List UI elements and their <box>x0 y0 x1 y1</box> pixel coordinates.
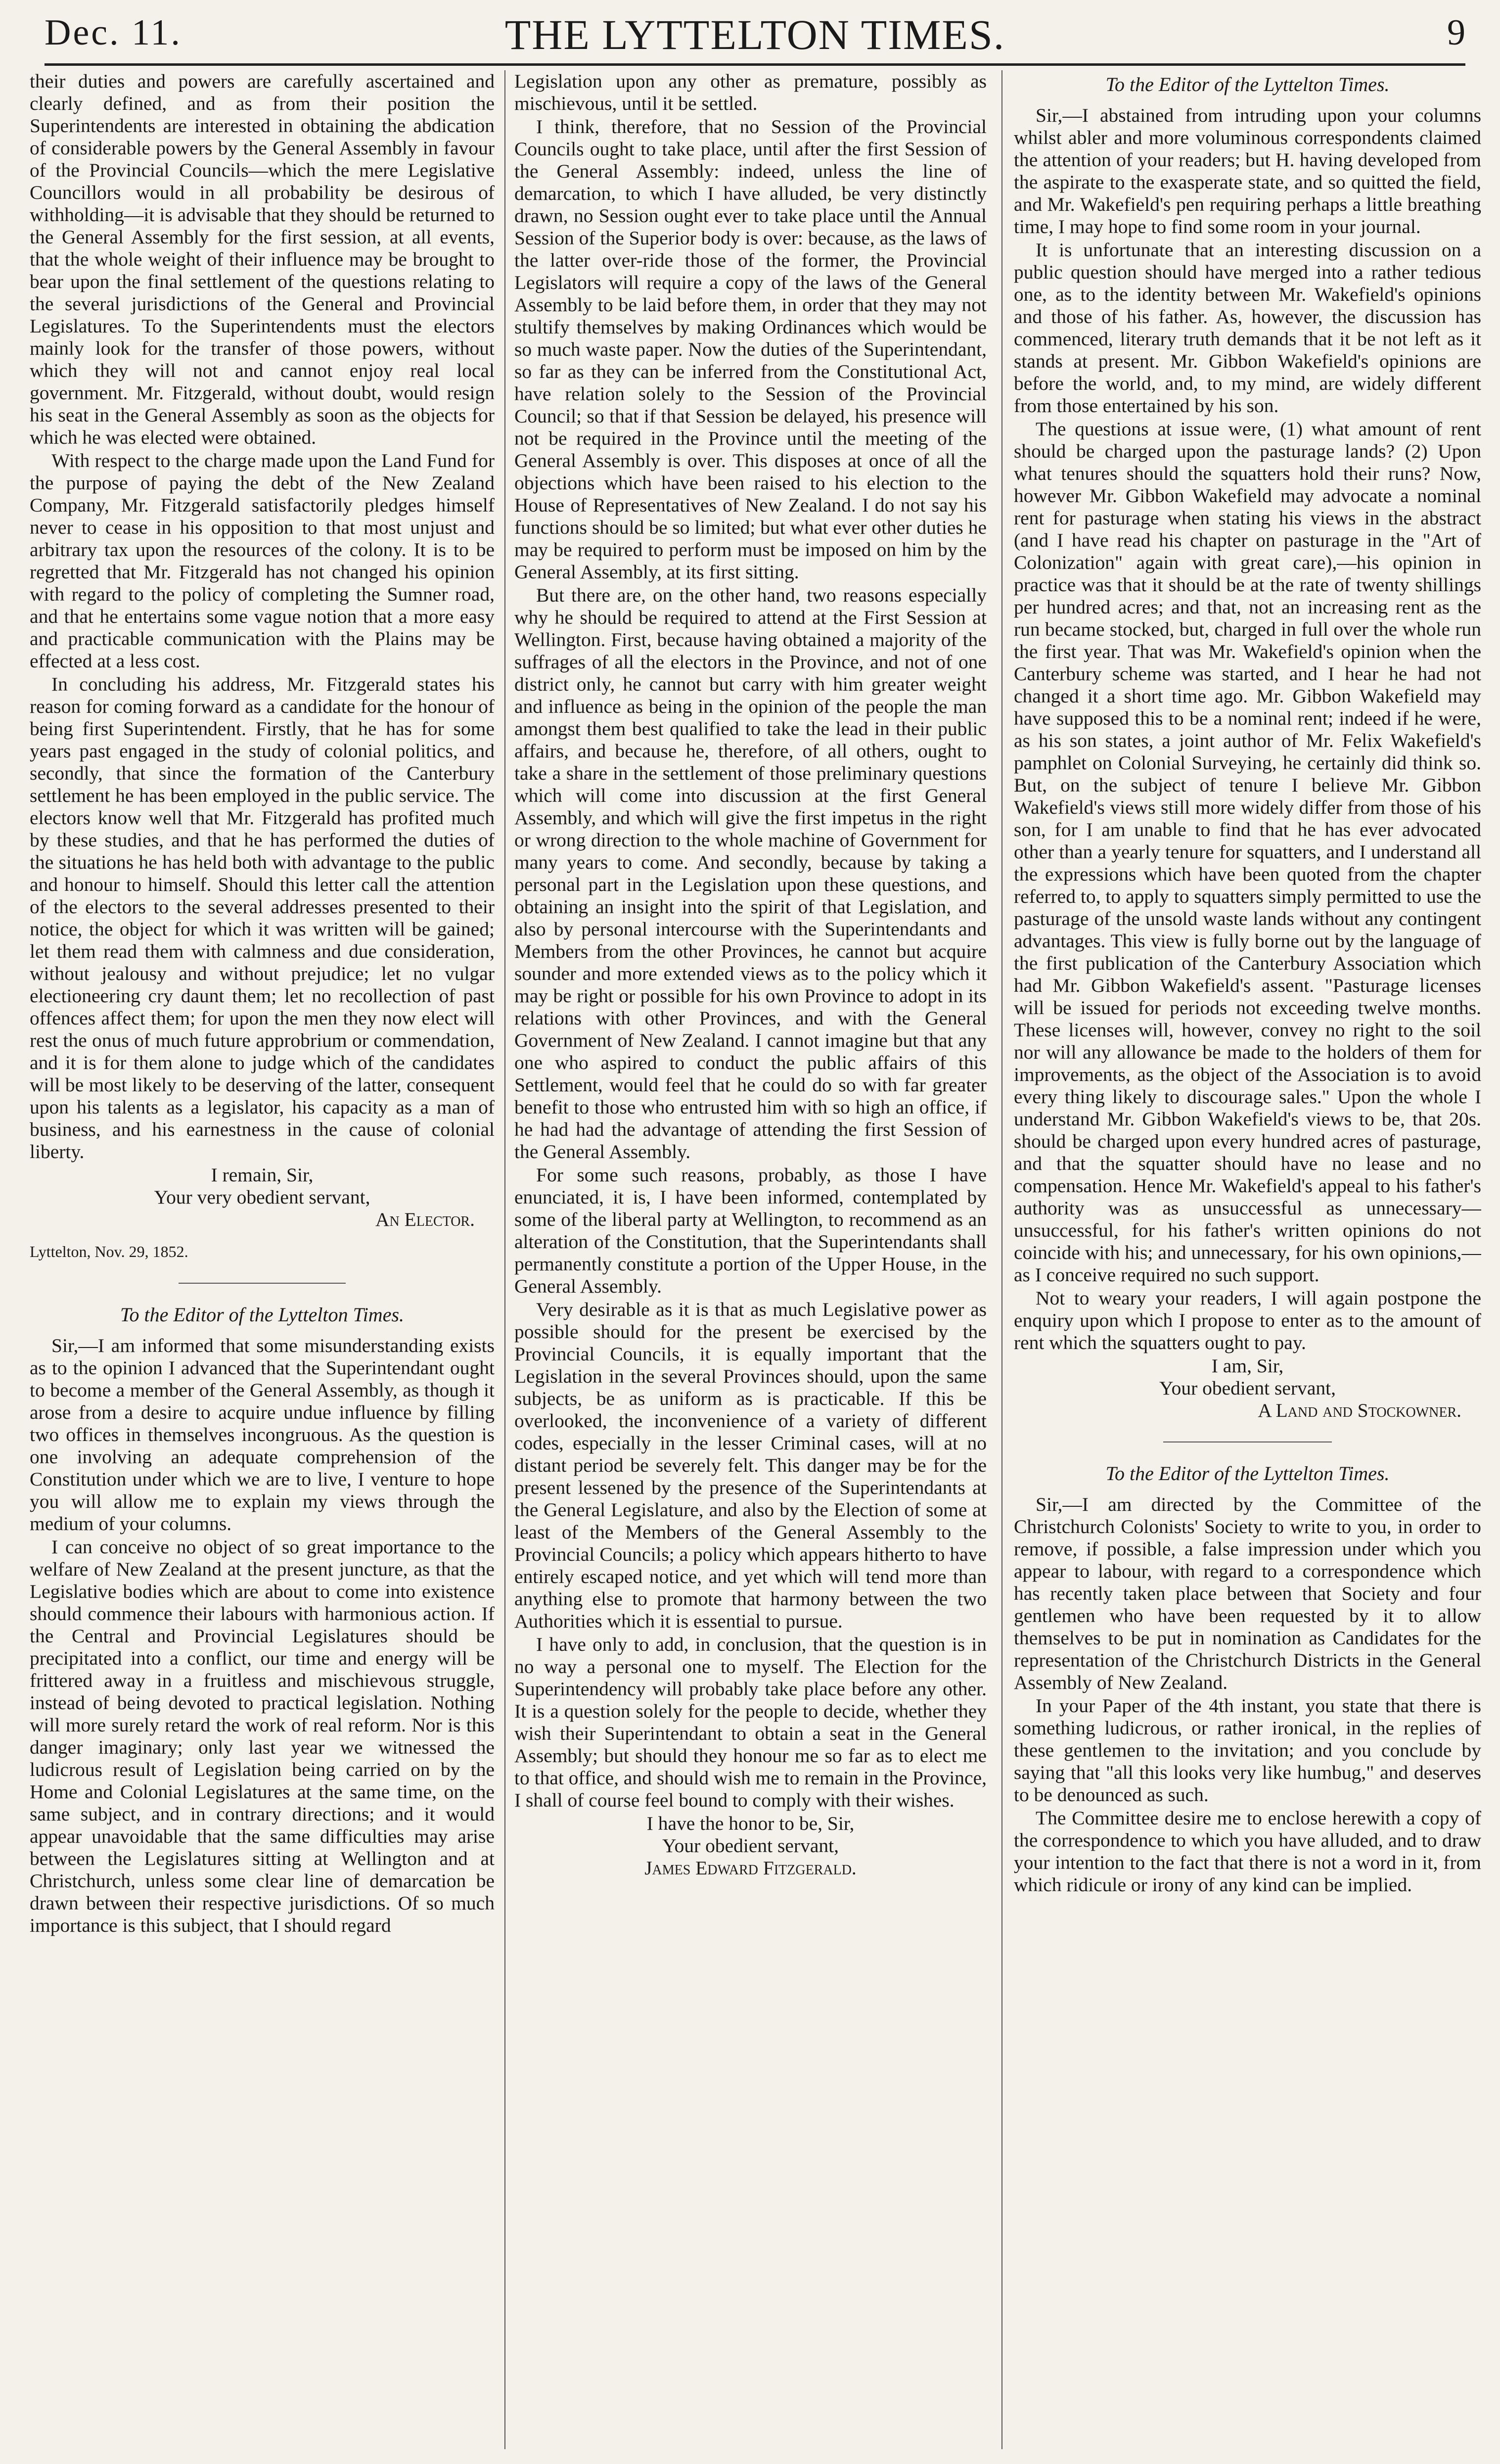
paragraph: I think, therefore, that no Session of the Provincial Councils ought to take place, until after the first Session of the General Assembly: indeed, unless the line of demarcation, to which I have alluded, be very distinctly drawn, no Session ought ever to take place until the Annual Session of the Superior body is over: because, as the laws of the latter over-ride those of the former, the Provincial Legislators will require a copy of the laws of the General Assembly to be laid before them, in order that they may not stultify themselves by making Ordinances which would be so much waste paper. Now the duties of the Superintendant, so far as they can be inferred from the Constitutional Act, have relation solely to the Session of the Provincial Council; so that if that Session be delayed, his presence will not be required in the Province until the meeting of the General Assembly is over. This disposes at once of all the objections which have been raised to his election to the House of Representatives of New Zealand. I do not say his functions should be so limited; but what ever other duties he may be required to perform must be imposed on him by the General Assembly, at its first sitting. <box>514 116 987 583</box>
paragraph: In your Paper of the 4th instant, you state that there is something ludicrous, or rather ironical, in the replies of these gentlemen to the invitation; and you conclude by saying that "all this looks very like humbug," and deserves to be denounced as such. <box>1014 1695 1481 1806</box>
paragraph: It is unfortunate that an interesting discussion on a public question should have merged into a rather tedious one, as to the identity between Mr. Wakefield's opinions and those of his father. As, however, the discussion has commenced, literary truth demands that it be not left as it stands at present. Mr. Gibbon Wakefield's opinions are before the world, and, to my mind, are widely different from those entertained by his son. <box>1014 239 1481 417</box>
paragraph: Very desirable as it is that as much Legislative power as possible should for the present be exercised by the Provincial Councils, it is equally important that the Legislation in the several Provinces should, upon the same subjects, be as uniform as is practicable. If this be overlooked, the inconvenience of a variety of different codes, especially in the lesser Criminal cases, will at no distant period be severely felt. This danger may be for the present lessened by the presence of the Superintendants at the General Legislature, and also by the Election of some at least of the Members of the General Assembly to the Provincial Councils; a policy which appears hitherto to have entirely escaped notice, and yet which will tend more than anything else to promote that harmony between the two Authorities which it is essential to pursue. <box>514 1299 987 1632</box>
paragraph: their duties and powers are carefully ascertained and clearly defined, and as from their position the Superintendents are interested in obtaining the abdication of considerable powers by the General Assembly in favour of the Provincial Councils—which the mere Legislative Councillors would in all probability be desirous of withholding—it is advisable that they should be returned to the General Assembly for the first session, at all events, that the whole weight of their influence may be brought to bear upon the final settlement of the questions relating to the several jurisdictions of the General and Provincial Legislatures. To the Superintendents must the electors mainly look for the transfer of those powers, without which they will not and cannot enjoy real local government. Mr. Fitzgerald, without doubt, would resign his seat in the General Assembly as soon as the objects for which he was elected were obtained. <box>30 70 495 448</box>
letter-separator <box>179 1283 346 1284</box>
column-1 <box>30 70 495 2455</box>
paragraph: The questions at issue were, (1) what amount of rent should be charged upon the pasturage lands? (2) Upon what tenures should the squatters hold their runs? Now, however Mr. Gibbon Wakefield may advocate a nominal rent for pasturage when stating his views in the abstract (and I have read his chapter on pasturage in the "Art of Colonization" again with great care),—his opinion in practice was that it should be at the rate of twenty shillings per hundred acres; and that, not an increasing rent as the run became stocked, but, charged in full over the whole run the first year. That was Mr. Wakefield's opinion when the Canterbury scheme was started, and I hear he had not changed it a short time ago. Mr. Gibbon Wakefield may have supposed this to be a nominal rent; indeed if he were, as his son states, a joint author of Mr. Felix Wakefield's pamphlet on Colonial Surveying, he certainly did think so. But, on the subject of tenure I believe Mr. Gibbon Wakefield's views still more widely differ from those of his son, for I am unable to find that he has ever advocated other than a yearly tenure for squatters, and I understand all the expressions which have been quoted from the chapter referred to, to apply to squatters simply permitted to use the pasturage of the unsold waste lands without any contingent advantages. This view is fully borne out by the language of the first publication of the Canterbury Association which had Mr. Gibbon Wakefield's assent. "Pasturage licenses will be issued for periods not exceeding twelve months. These licenses will, however, convey no right to the soil nor will any allowance be made to the holders of them for improvements, as the object of the Association is to avoid every thing likely to discourage sales." Upon the whole I understand Mr. Gibbon Wakefield's views to be, that 20s. should be charged upon every hundred acres of pasturage, and that the squatter should have no lease and no compensation. Hence Mr. Wakefield's appeal to his father's authority was as unsuccessful as unnecessary—unsuccessful, for his father's written opinions do not coincide with his; and unnecessary, for his own opinions,—as I conceive required no such support. <box>1014 418 1481 1286</box>
column-divider <box>1001 70 1002 2449</box>
issue-date: Dec. 11. <box>45 12 182 53</box>
paragraph: With respect to the charge made upon the Land Fund for the purpose of paying the debt of the New Zealand Company, Mr. Fitzgerald satisfactorily pledges himself never to cease in his opposition to that most unjust and arbitrary tax upon the resources of the colony. It is to be regretted that Mr. Fitzgerald has not changed his opinion with regard to the policy of completing the Sumner road, and that he entertains some vague notion that a more easy and practicable communication with the Plains may be effected at a less cost. <box>30 450 495 672</box>
paragraph: Not to weary your readers, I will again postpone the enquiry upon which I propose to enter as to the amount of rent which the squatters ought to pay. <box>1014 1287 1481 1353</box>
closing-line: Your obedient servant, <box>662 1835 839 1857</box>
paragraph: In concluding his address, Mr. Fitzgerald states his reason for coming forward as a candidate for the honour of being first Superintendent. Firstly, that he has for some years past engaged in the study of colonial politics, and secondly, that since the formation of the Canterbury settlement he has been employed in the public service. The electors know well that Mr. Fitzgerald has profited much by these studies, and that he has performed the duties of the situations he has held both with advantage to the public and honour to himself. Should this letter call the attention of the electors to the several addresses presented to their notice, the object for which it was written will be gained; let them read them with calmness and due consideration, without jealousy and without prejudice; let no vulgar electioneering cry daunt them; let no recollection of past offences affect them; for upon the men they now elect will rest the onus of much future approbrium or commendation, and it is for them alone to judge which of the candidates will be most likely to be deserving of the latter, consequent upon his talents as a legislator, his capacity as a man of business, and his earnestness in the cause of colonial liberty. <box>30 673 495 1162</box>
column-2 <box>514 70 987 2455</box>
closing-line: Your obedient servant, <box>1159 1377 1336 1399</box>
paragraph: But there are, on the other hand, two reasons especially why he should be required to attend at the First Session at Wellington. First, because having obtained a majority of the suffrages of all the electors in the Province, and not of one district only, he cannot but carry with him greater weight and influence as being in the opinion of the people the man amongst them best qualified to take the lead in their public affairs, and because he, therefore, of all others, ought to take a share in the settlement of those preliminary questions which will come into discussion at the first General Assembly, and which will give the first impetus in the right or wrong direction to the whole machine of Government for many years to come. And secondly, because by taking a personal part in the Legislation upon these questions, and obtaining an insight into the spirit of that Legislation, and also by personal intercourse with the Superintendants and Members from the other Provinces, he cannot but acquire sounder and more extended views as to the policy which it may be right or possible for his own Province to adopt in its relations with other Provinces, and with the General Government of New Zealand. I cannot imagine but that any one who aspired to conduct the public affairs of this Settlement, would feel that he could do so with far greater benefit to those who entrusted him with so high an office, if he had had the advantage of attending the first Session of the General Assembly. <box>514 584 987 1162</box>
column-3 <box>1014 70 1481 2455</box>
header-rule <box>45 63 1465 66</box>
signature: An Elector. <box>375 1209 475 1230</box>
closing-line: Your very obedient servant, <box>154 1186 370 1208</box>
column-divider <box>504 70 505 2449</box>
dateline: Lyttelton, Nov. 29, 1852. <box>30 1243 188 1260</box>
closing-line: I remain, Sir, <box>211 1164 314 1186</box>
signature: James Edward Fitzgerald. <box>644 1857 857 1879</box>
paragraph: Sir,—I am directed by the Committee of the Christchurch Colonists' Society to write to you, in order to remove, if possible, a false impression under which you appear to labour, with regard to a correspondence which has recently taken place between that Society and four gentlemen who have been requested by it to allow themselves to be put in nomination as Candidates for the representation of the Christchurch Districts in the General Assembly of New Zealand. <box>1014 1493 1481 1693</box>
paragraph: I can conceive no object of so great importance to the welfare of New Zealand at the present juncture, as that the Legislative bodies which are about to come into existence should commence their labours with harmonious action. If the Central and Provincial Legislatures should be precipitated into a conflict, our time and energy will be frittered away in a fruitless and mischievous struggle, instead of being devoted to practical legislation. Nothing will more surely retard the work of real reform. Nor is this danger imaginary; only last year we witnessed the ludicrous result of Legislation being carried on by the Home and Colonial Legislatures at the same time, on the same subject, and in contrary directions; and it would appear unavoidable that the same difficulties may arise between the Legislatures sitting at Wellington and at Christchurch, unless some clear line of demarcation be drawn between their respective jurisdictions. Of so much importance is this subject, that I should regard <box>30 1536 495 1936</box>
letter-heading: To the Editor of the Lyttelton Times. <box>120 1303 405 1326</box>
masthead <box>45 10 1465 65</box>
newspaper-title: THE LYTTELTON TIMES. <box>504 11 1005 58</box>
paragraph: Legislation upon any other as premature, possibly as mischievous, until it be settled. <box>514 70 987 114</box>
paragraph: I have only to add, in conclusion, that the question is in no way a personal one to myself. The Election for the Superintendency will probably take place before any other. It is a question solely for the people to decide, whether they wish their Superintendant to obtain a seat in the General Assembly; but should they honour me so far as to elect me to that office, and should wish me to remain in the Province, I shall of course feel bound to comply with their wishes. <box>514 1633 987 1811</box>
paragraph: For some such reasons, probably, as those I have enunciated, it is, I have been informed, contemplated by some of the liberal party at Wellington, to recommend as an alteration of the Constitution, that the Superintendants shall permanently constitute a portion of the Upper House, in the General Assembly. <box>514 1164 987 1297</box>
page-number: 9 <box>1447 12 1465 53</box>
signature: A Land and Stockowner. <box>1258 1399 1461 1421</box>
closing-line: I am, Sir, <box>1211 1355 1284 1377</box>
letter-heading: To the Editor of the Lyttelton Times. <box>1105 73 1390 95</box>
closing-line: I have the honor to be, Sir, <box>646 1813 855 1834</box>
paragraph: Sir,—I am informed that some misunderstanding exists as to the opinion I advanced that the Superintendant ought to become a member of the General Assembly, as though it arose from a desire to acquire undue influence by filling two offices in themselves incongruous. As the question is one involving an adequate comprehension of the Constitution under which we are to live, I venture to hope you will allow me to explain my views through the medium of your columns. <box>30 1335 495 1534</box>
paragraph: The Committee desire me to enclose herewith a copy of the correspondence to which you have alluded, and to draw your intention to the fact that there is not a word in it, from which ridicule or irony of any kind can be implied. <box>1014 1807 1481 1896</box>
letter-separator <box>1163 1441 1331 1442</box>
letter-heading: To the Editor of the Lyttelton Times. <box>1105 1462 1390 1485</box>
paragraph: Sir,—I abstained from intruding upon your columns whilst abler and more voluminous correspondents claimed the attention of your readers; but H. having developed from the aspirate to the exasperate state, and so quitted the field, and Mr. Wakefield's pen requiring perhaps a little breathing time, I may hope to find some room in your journal. <box>1014 104 1481 237</box>
